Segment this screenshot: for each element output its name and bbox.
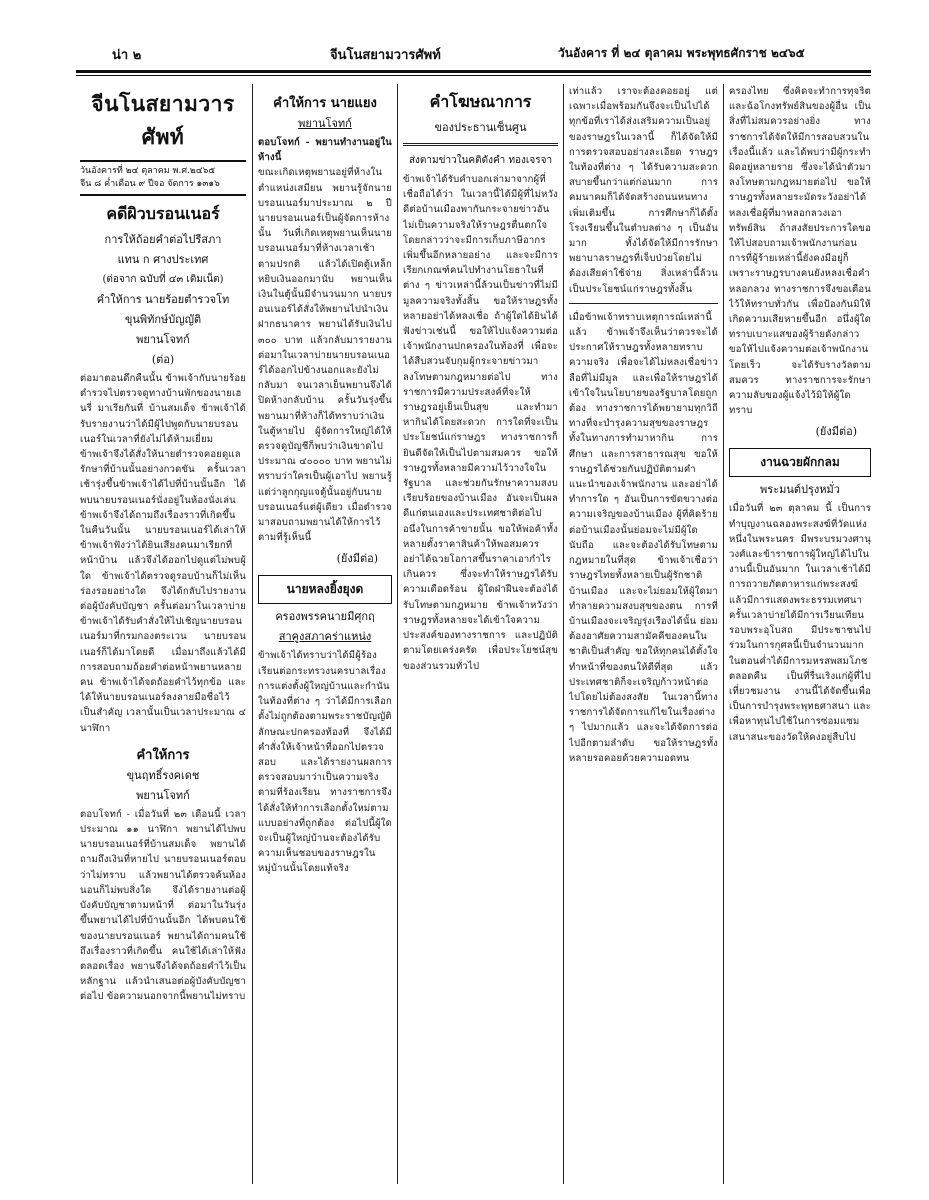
subheading: แทน ก ศางประเทศ xyxy=(117,253,209,266)
article-body: ข้าพเจ้าได้รับคำบอกเล่ามาจากผู้ที่เชื่อถือได้ว่า ในเวลานี้ได้มีผู้ที่ไม่หวังดีต่อบ้านเมืองพากันกระจายข่าวอันไม่เป็นความจริงให้ราษฎรตื่นตกใจ โดยกล่าวว่าจะมีการเก็บภาษีอากรเพิ่มขึ้นอีกหลายอย่าง และจะมีการเรียกเกณฑ์คนไปทำงานโยธาในที่ต่าง ๆ ข่าวเหล่านี้ล้วนเป็นข่าวที่ไม่มีมูลความจริงทั้งสิ้น ขอให้ราษฎรทั้งหลายอย่าได้หลงเชื่อ ถ้าผู้ใดได้ยินได้ฟังข่าวเช่นนี้ ขอให้ไปแจ้งความต่อเจ้าพนักงานปกครองในท้องที่ เพื่อจะได้สืบสวนจับกุมผู้กระจายข่าวมาลงโทษตามกฎหมายต่อไป ทางราชการมีความประสงค์ที่จะให้ราษฎรอยู่เย็นเป็นสุข และทำมาหากินได้โดยสะดวก การใดที่จะเป็นประโยชน์แก่ราษฎร ทางราชการก็ยินดีจัดให้เป็นไปตามสมควร ขอให้ราษฎรทั้งหลายมีความไว้วางใจในรัฐบาล และช่วยกันรักษาความสงบเรียบร้อยของบ้านเมือง อันจะเป็นผลดีแก่ตนเองและประเทศชาติต่อไป อนึ่งในการค้าขายนั้น ขอให้พ่อค้าทั้งหลายตั้งราคาสินค้าให้พอสมควร อย่าได้ฉวยโอกาสขึ้นราคาเอากำไรเกินควร ซึ่งจะทำให้ราษฎรได้รับความเดือดร้อน ผู้ใดฝ่าฝืนจะต้องได้รับโทษตามกฎหมาย ข้าพเจ้าหวังว่าราษฎรทั้งหลายจะได้เข้าใจความประสงค์ของทางราชการ และปฏิบัติตามโดยเคร่งครัด เพื่อประโยชน์สุขของส่วนรวมทั่วไป xyxy=(403,174,558,672)
column-rule-2 xyxy=(397,84,398,1184)
boxed-heading: งานฉวยผักกลม xyxy=(729,448,871,477)
page-number: น่า ๒ xyxy=(112,48,142,63)
boxed-heading: นายหลงยิ้งยุงด xyxy=(258,575,392,604)
subheading: พระมนต์ปรุงหมั่ว xyxy=(760,483,840,497)
subheading: ขุนพิทักษ์บัญญัติ xyxy=(124,313,202,326)
header-rule xyxy=(76,70,871,73)
subheading: ครองพรรคนายมีศุกฤ xyxy=(275,610,375,624)
subheading: (ต่อจาก ฉบับที่ ๔๓ เติมเน็ต) xyxy=(102,274,224,285)
issue-info xyxy=(80,160,246,196)
subheading: พยานโจทก์ xyxy=(136,333,190,346)
article-lead: ตอบโจทก์ - พยานทำงานอยู่ในห้างนี้ xyxy=(258,137,392,164)
header-rule-thin xyxy=(76,75,871,76)
subheading: ของประธานเซ็นศูน xyxy=(434,121,527,134)
column-3 xyxy=(403,84,558,1184)
article-body: เมื่อวันที่ ๒๓ ตุลาคม นี้ เป็นการทำบุญงานฉลองพระสงฆ์ที่วัดแห่งหนึ่งในพระนคร มีพระบรมวงศานุวงศ์และข้าราชการผู้ใหญ่ได้ไปในงานนี้เป็นอันมาก ในเวลาเช้าได้มีการถวายภัตตาหารแก่พระสงฆ์ แล้วมีการแสดงพระธรรมเทศนา ครั้นเวลาบ่ายได้มีการเวียนเทียนรอบพระอุโบสถ มีประชาชนไปร่วมในการกุศลนี้เป็นจำนวนมาก ในตอนค่ำได้มีการมหรสพสมโภชตลอดคืน เป็นที่รื่นเริงแก่ผู้ที่ไปเที่ยวชมงาน งานนี้ได้จัดขึ้นเพื่อเป็นการบำรุงพระพุทธศาสนา และเพื่อหาทุนไปใช้ในการซ่อมแซมเสนาสนะของวัดให้คงอยู่สืบไป xyxy=(729,503,871,743)
article-body: ตอบโจทก์ - เมื่อวันที่ ๒๓ เดือนนี้ เวลาประมาณ ๑๑ นาฬิกา พยานได้ไปพบนายบรอนเนอร์ที่บ้านสมเด็จ พยานได้ถามถึงเงินที่หายไป นายบรอนเนอร์ตอบว่าไม่ทราบ แล้วพยานได้ตรวจค้นห้องนอนก็ไม่พบสิ่งใด จึงได้รายงานต่อผู้บังคับบัญชาตามหน้าที่ ต่อมาในวันรุ่งขึ้นพยานได้ไปที่บ้านนั้นอีก ได้พบคนใช้ของนายบรอนเนอร์ พยานได้ถามคนใช้ถึงเรื่องราวที่เกิดขึ้น คนใช้ได้เล่าให้ฟังตลอดเรื่อง พยานจึงได้จดถ้อยคำไว้เป็นหลักฐาน แล้วนำเสนอต่อผู้บังคับบัญชาต่อไป ข้อความนอกจากนี้พยานไม่ทราบ xyxy=(80,808,246,1003)
byline: ส่งตามข่าวในคติดังคำ ทองเจรจา xyxy=(408,155,553,166)
continued-marker: (ยังมีต่อ) xyxy=(815,425,857,439)
continued-marker: (ต่อ) xyxy=(151,353,175,366)
subheading: พยานโจทก์ xyxy=(136,788,190,802)
column-1 xyxy=(80,84,246,1184)
issue-line: จีน ๘ ค่ำเดือน ๙ ปีจอ จัดการ ๑๓๑๖ xyxy=(80,179,220,189)
divider xyxy=(569,303,718,304)
article-heading: คำโฆษณาการ xyxy=(429,92,532,111)
column-rule-3 xyxy=(563,84,564,1184)
column-rule-1 xyxy=(252,84,253,1184)
column-5 xyxy=(729,84,871,1184)
subheading: ขุนฤทธิ์รงคเดช xyxy=(126,768,200,782)
column-4 xyxy=(569,84,718,1184)
column-rule-4 xyxy=(723,84,724,1184)
article-body: ต่อมาตอนดึกคืนนั้น ข้าพเจ้ากับนายร้อยตำรวจไปตรวจดูทางบ้านพักของนายเฮนรี่ มาเรียกันที่ บ้านสมเด็จ ข้าพเจ้าได้รับรายงานว่าได้มีผู้ไปพูดกับนายบรอนเนอร์ในเวลาที่ยังไม่ได้ห้ามเยี่ยม ข้าพเจ้าจึงได้สั่งให้นายตำรวจคอยดูแลรักษาที่บ้านนั้นอย่างกวดขัน ครั้นเวลาเช้ารุ่งขึ้นข้าพเจ้าได้ไปที่บ้านนั้นอีก ได้พบนายบรอนเนอร์นั่งอยู่ในห้องนั่งเล่น ข้าพเจ้าจึงได้ถามถึงเรื่องราวที่เกิดขึ้นในคืนวันนั้น นายบรอนเนอร์ได้เล่าให้ข้าพเจ้าฟังว่าได้ยินเสียงคนมาเรียกที่หน้าบ้าน แล้วจึงได้ออกไปดูแต่ไม่พบผู้ใด ข้าพเจ้าได้ตรวจดูรอบบ้านก็ไม่เห็นร่องรอยอย่างใด จึงได้กลับไปรายงานต่อผู้บังคับบัญชา ครั้นต่อมาในเวลาบ่ายข้าพเจ้าได้รับคำสั่งให้ไปเชิญนายบรอนเนอร์มาที่กรมกองตระเวน นายบรอนเนอร์ก็ได้มาโดยดี เมื่อมาถึงแล้วได้มีการสอบถามถ้อยคำต่อหน้าพยานหลายคน ข้าพเจ้าได้จดถ้อยคำไว้ทุกข้อ และได้ให้นายบรอนเนอร์ลงลายมือชื่อไว้เป็นสำคัญ เวลานั้นเป็นเวลาประมาณ ๔ นาฬิกา xyxy=(80,373,246,734)
issue-line: วันอังคารที่ ๒๔ ตุลาคม พ.ศ.๒๔๖๕ xyxy=(80,166,216,176)
subheading: คำให้การ นายร้อยตำรวจโท xyxy=(96,293,230,306)
article-body: ขณะเกิดเหตุพยานอยู่ที่ห้างในตำแหน่งเสมียน พยานรู้จักนายบรอนเนอร์มาประมาณ ๒ ปี นายบรอนเนอร์เป็นผู้จัดการห้างนั้น วันที่เกิดเหตุพยานเห็นนายบรอนเนอร์มาที่ห้างเวลาเช้าตามปรกติ แล้วได้เปิดตู้เหล็กหยิบเงินออกมานับ พยานเห็นเงินในตู้นั้นมีจำนวนมาก นายบรอนเนอร์ได้สั่งให้พยานไปนำเงินฝากธนาคาร พยานได้รับเงินไป ๓๐๐ บาท แล้วกลับมารายงาน ต่อมาในเวลาบ่ายนายบรอนเนอร์ได้ออกไปข้างนอกและยังไม่กลับมา จนเวลาเย็นพยานจึงได้ปิดห้างกลับบ้าน ครั้นวันรุ่งขึ้นพยานมาที่ห้างก็ได้ทราบว่าเงินในตู้หายไป ผู้จัดการใหญ่ได้ให้ตรวจดูบัญชีก็พบว่าเงินขาดไปประมาณ ๔๐๐๐๐ บาท พยานไม่ทราบว่าใครเป็นผู้เอาไป พยานรู้แต่ว่าลูกกุญแจตู้นั้นอยู่กับนายบรอนเนอร์แต่ผู้เดียว เมื่อตำรวจมาสอบถามพยานได้ให้การไว้ตามที่รู้เห็นนี้ xyxy=(258,167,392,544)
running-date: วันอังคาร ที่ ๒๔ ตุลาคม พระพุทธศักราช ๒๔๖๕ xyxy=(558,46,805,60)
article-body: ข้าพเจ้าได้ทราบว่าได้มีผู้ร้องเรียนต่อกระทรวงนครบาลเรื่องการแต่งตั้งผู้ใหญ่บ้านและกำนันในท้องที่ต่าง ๆ ว่าได้มีการเลือกตั้งไม่ถูกต้องตามพระราชบัญญัติลักษณะปกครองท้องที่ จึงได้มีคำสั่งให้เจ้าหน้าที่ออกไปตรวจสอบ และได้รายงานผลการตรวจสอบมาว่าเป็นความจริงตามที่ร้องเรียน ทางราชการจึงได้สั่งให้ทำการเลือกตั้งใหม่ตามแบบอย่างที่ถูกต้อง ต่อไปนี้ผู้ใดจะเป็นผู้ใหญ่บ้านจะต้องได้รับความเห็นชอบของราษฎรในหมู่บ้านนั้นโดยแท้จริง xyxy=(258,650,392,875)
article-body: เท่าแล้ว เราจะต้องคอยอยู่ แต่เฉพาะเมื่อพร้อมกันจึงจะเป็นไปได้ ทุกข้อที่เราได้ส่งเสริมความเป็นอยู่ของราษฎรในเวลานี้ ก็ได้จัดให้มีการตรวจสอบอย่างละเอียด ราษฎรในท้องที่ต่าง ๆ ได้รับความสะดวกสบายขึ้นกว่าแต่ก่อนมาก การคมนาคมก็ได้จัดสร้างถนนหนทางเพิ่มเติมขึ้น การศึกษาก็ได้ตั้งโรงเรียนขึ้นในตำบลต่าง ๆ เป็นอันมาก ทั้งได้จัดให้มีการรักษาพยาบาลราษฎรที่เจ็บป่วยโดยไม่ต้องเสียค่าใช้จ่าย สิ่งเหล่านี้ล้วนเป็นประโยชน์แก่ราษฎรทั้งสิ้น xyxy=(569,86,718,295)
section-title: คดีผิวบรอนเนอร์ xyxy=(106,204,220,223)
article-heading: คำให้การ xyxy=(136,747,190,763)
article-body: ครองไทย ซึ่งคิดจะทำการทุจริตและฉ้อโกงทรัพย์สินของผู้อื่น เป็นสิ่งที่ไม่สมควรอย่างยิ่ง ทางราชการได้จัดให้มีการสอบสวนในเรื่องนี้แล้ว และได้พบว่ามีผู้กระทำผิดอยู่หลายราย ซึ่งจะได้นำตัวมาลงโทษตามกฎหมายต่อไป ขอให้ราษฎรทั้งหลายระมัดระวังอย่าได้หลงเชื่อผู้ที่มาหลอกลวงเอาทรัพย์สิน ถ้าสงสัยประการใดขอให้ไปสอบถามเจ้าพนักงานก่อน การที่ผู้ร้ายเหล่านี้ยังคงมีอยู่ก็เพราะราษฎรบางคนยังหลงเชื่อคำหลอกลวง ทางราชการจึงขอเตือนไว้ให้ทราบทั่วกัน เพื่อป้องกันมิให้เกิดความเสียหายขึ้นอีก อนึ่งผู้ใดทราบเบาะแสของผู้ร้ายดังกล่าว ขอให้ไปแจ้งความต่อเจ้าพนักงานโดยเร็ว จะได้รับรางวัลตามสมควร ทางราชการจะรักษาความลับของผู้แจ้งไว้มิให้ผู้ใดทราบ xyxy=(729,86,871,417)
subheading: การให้ถ้อยคำต่อไปรีสภา xyxy=(104,233,222,246)
continued-marker: (ยังมีต่อ) xyxy=(336,552,378,566)
divider xyxy=(403,143,558,146)
subheading: พยานโจทก์ xyxy=(298,117,352,130)
article-heading: คำให้การ นายแยง xyxy=(273,96,377,111)
subheading: สาคูงสภาคร่าแหน่ง xyxy=(278,630,372,644)
column-2 xyxy=(258,84,392,1184)
masthead: จีนโนสยามวารศัพท์ xyxy=(91,91,235,149)
article-body: เมื่อข้าพเจ้าทราบเหตุการณ์เหล่านี้แล้ว ข้าพเจ้าจึงเห็นว่าควรจะได้ประกาศให้ราษฎรทั้งหลายทราบความจริง เพื่อจะได้ไม่หลงเชื่อข่าวลือที่ไม่มีมูล และเพื่อให้ราษฎรได้เข้าใจในนโยบายของรัฐบาลโดยถูกต้อง ทางราชการได้พยายามทุกวิถีทางที่จะบำรุงความสุขของราษฎร ทั้งในทางการทำมาหากิน การศึกษา และการสาธารณสุข ขอให้ราษฎรได้ช่วยกันปฏิบัติตามคำแนะนำของเจ้าพนักงาน และอย่าได้ทำการใด ๆ อันเป็นการขัดขวางต่อความเจริญของบ้านเมือง ผู้ที่คิดร้ายต่อบ้านเมืองนั้นย่อมจะไม่มีผู้ใดนับถือ และจะต้องได้รับโทษตามกฎหมายในที่สุด ข้าพเจ้าเชื่อว่าราษฎรไทยทั้งหลายเป็นผู้รักชาติบ้านเมือง และจะไม่ยอมให้ผู้ใดมาทำลายความสงบสุขของตน การที่บ้านเมืองจะเจริญรุ่งเรืองได้นั้น ย่อมต้องอาศัยความสามัคคีของคนในชาติเป็นสำคัญ ขอให้ทุกคนได้ตั้งใจทำหน้าที่ของตนให้ดีที่สุด แล้วประเทศชาติก็จะเจริญก้าวหน้าต่อไปโดยไม่ต้องสงสัย ในเวลานี้ทางราชการได้จัดการแก้ไขในเรื่องต่าง ๆ ไปมากแล้ว และจะได้จัดการต่อไปอีกตามลำดับ ขอให้ราษฎรทั้งหลายรอคอยด้วยความอดทน xyxy=(569,311,718,764)
running-paper-title: จีนโนสยามวารศัพท์ xyxy=(330,48,441,63)
